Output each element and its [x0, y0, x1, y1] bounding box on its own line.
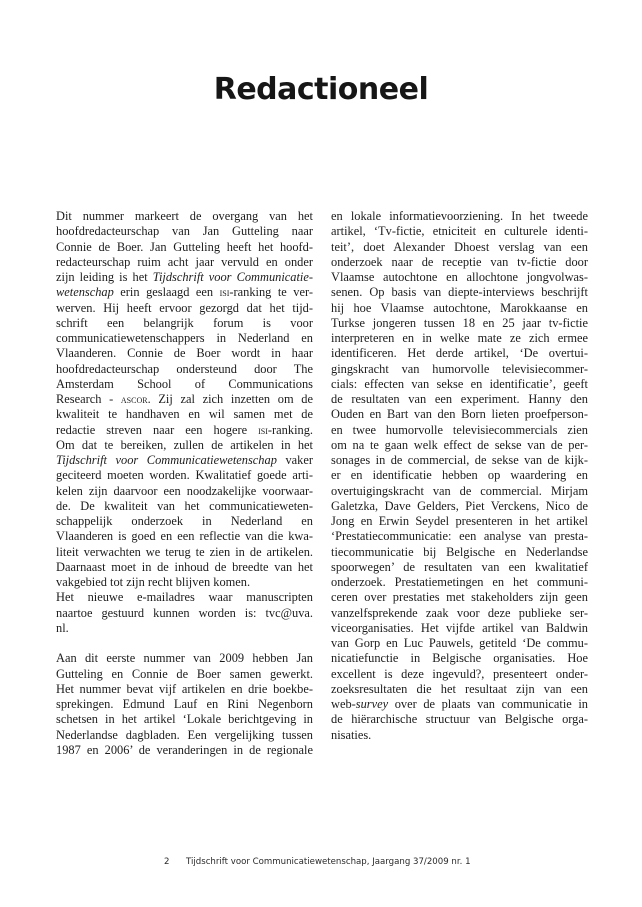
text-line: Vlaamse autochtone en allochtone jongvolwas-: [331, 270, 588, 284]
page-footer: [164, 857, 471, 867]
italic-title: Tijdschrift voor Communicatie-: [152, 270, 313, 284]
text-line: en lokale informatievoorziening. In het tweede: [331, 209, 588, 223]
text-line: de. De kwaliteit van het communicatieweten-: [56, 498, 313, 513]
italic-title: wetenschap: [56, 285, 114, 300]
page-number: 2: [164, 857, 170, 867]
acronym: ascor: [120, 394, 148, 406]
text-line: naartoe gestuurd kunnen worden is: tvc@uva.: [56, 605, 313, 620]
acronym: isi: [258, 424, 268, 437]
text-line: gingskracht van humorvolle televisiecommer-: [331, 361, 588, 376]
text-line: onderzoek naar de receptie van tv-fictie door: [331, 254, 588, 269]
text-line: Ouden en Bart van den Born lieten proefperson-: [331, 407, 588, 422]
text-line: excellent is deze ingevuld?, presenteert onder-: [331, 666, 588, 681]
text-line: schetsen in het artikel ‘Lokale berichtgeving in: [56, 712, 313, 727]
text-line: ceren over prestaties met stakeholders zijn geen: [331, 590, 588, 605]
text-line: vanzelfsprekende zaak voor deze publieke ser-: [331, 605, 588, 620]
text-line: er en identificatie hebben op waardering en: [331, 468, 588, 483]
text-line: Gutteling en Connie de Boer samen gewerkt.: [56, 666, 313, 681]
text-line: liteit verwachten we terug te zien in de artikelen.: [56, 544, 313, 559]
text-line: identificeren. Het derde artikel, ‘De overtui-: [331, 346, 588, 361]
text-line: en twee humorvolle televisiecommercials zien: [331, 422, 588, 437]
body-column-left: [56, 209, 313, 758]
text-line: nisaties.: [331, 727, 372, 742]
text-line: ‘Prestatiecommunicatie: een analyse van presta-: [331, 529, 588, 544]
text-line: interpreteren en in welke mate ze zich ermee: [331, 331, 588, 345]
text-line: Vlaanderen is goed en een reflectie van die kwa-: [56, 529, 313, 544]
text-line: Aan dit eerste nummer van 2009 hebben Jan: [56, 651, 313, 666]
text-line: Research - ascor. Zij zal zich inzetten om de: [56, 392, 313, 406]
text-line: hoofdredacteurschap ondersteund door The: [56, 361, 313, 376]
text-line: cials: effecten van sekse en identificatie’, geeft: [331, 376, 588, 391]
paragraph-break: [56, 636, 313, 651]
italic-title: Tijdschrift voor Communicatiewetenschap: [56, 453, 277, 467]
text-line: wetenschap erin geslaagd een isi-ranking te ver-: [56, 285, 313, 300]
text-line: Nederlandse dagbladen. Een vergelijking tussen: [56, 727, 313, 742]
text-line: kwaliteit te handhaven en wil samen met de: [56, 407, 313, 422]
text-line: sprekingen. Edmund Lauf en Rini Negenborn: [56, 697, 313, 711]
text-line: Galetzka, Dave Gelders, Piet Verckens, Nico de: [331, 498, 588, 513]
text-line: zoeksresultaten die het resultaat zijn van een: [331, 681, 588, 696]
text-line: om na te gaan welk effect de sekse van de per-: [331, 437, 588, 452]
text-line: Daarnaast moet in de inhoud de breedte van het: [56, 559, 313, 574]
text-line: Turkse jongeren tussen 18 en 25 jaar tv-fictie: [331, 315, 588, 330]
text-line: 1987 en 2006’ de veranderingen in de regionale: [56, 742, 313, 757]
text-line: Het nieuwe e-mailadres waar manuscripten: [56, 590, 313, 605]
text-line: sonages in de commercial, de sekse van de kijk-: [331, 453, 588, 467]
text-line: Het nummer bevat vijf artikelen en drie boekbe-: [56, 681, 313, 696]
page-title: Redactioneel: [213, 72, 429, 107]
text-line: de resultaten van een experiment. Hanny den: [331, 392, 588, 406]
text-line: senen. Op basis van diepte-interviews beschrijft: [331, 285, 588, 300]
text-line: overtuigingskracht van de commercial. Mirjam: [331, 483, 588, 498]
text-line: van Gorp en Luc Pauwels, getiteld ‘De commu-: [331, 636, 588, 650]
text-line: redacteurschap ruim acht jaar vervuld en onder: [56, 254, 313, 269]
text-line: Dit nummer markeert de overgang van het: [56, 209, 313, 223]
text-line: communicatiewetenschappers in Nederland en: [56, 331, 313, 345]
text-line: geciteerd moeten worden. Kwalitatief goede arti-: [56, 468, 313, 483]
text-line: Tijdschrift voor Communicatiewetenschap vaker: [56, 453, 313, 467]
text-line: Vlaanderen. Connie de Boer wordt in haar: [56, 346, 313, 361]
text-line: web-survey over de plaats van communicatie in: [331, 697, 588, 711]
text-line: onderzoek. Prestatiemetingen en het communi-: [331, 575, 588, 589]
text-line: Amsterdam School of Communications: [56, 376, 313, 391]
text-line: tiecommunicatie bij Belgische en Nederlandse: [331, 544, 588, 559]
text-line: zijn leiding is het Tijdschrift voor Communicatie-: [56, 270, 313, 284]
acronym: isi: [219, 287, 230, 300]
text-line: de hiërarchische structuur van Belgische orga-: [331, 712, 588, 727]
text-line: nl.: [56, 620, 69, 635]
text-line: werven. Hij heeft ervoor gezorgd dat het tijd-: [56, 300, 313, 315]
text-line: schrift een belangrijk forum is voor: [56, 315, 313, 330]
text-line: artikel, ‘Tv-fictie, etniciteit en culturele identi-: [331, 224, 588, 239]
text-line: Jong en Erwin Seydel presenteren in het artikel: [331, 514, 588, 528]
text-line: Om dat te bereiken, zullen de artikelen in het: [56, 437, 313, 452]
text-line: hij hoe Vlaamse autochtone, Marokkaanse en: [331, 300, 588, 315]
body-column-right: [331, 209, 588, 743]
text-line: spoorwegen’ de resultaten van een kwalitatief: [331, 559, 588, 574]
text-line: vakgebied tot zijn recht blijven komen.: [56, 575, 251, 589]
text-line: viceorganisaties. Het vijfde artikel van Baldwin: [331, 620, 588, 635]
text-line: schappelijk onderzoek in Nederland en: [56, 514, 313, 528]
italic-title: survey: [355, 697, 389, 711]
text-line: teit’, doet Alexander Dhoest verslag van een: [331, 239, 588, 254]
text-line: nicatiefunctie in Belgische organisaties. Hoe: [331, 651, 588, 666]
text-line: kelen zijn daarvoor een noodzakelijke voorwaar-: [56, 483, 313, 498]
text-line: Connie de Boer. Jan Gutteling heeft het hoofd-: [56, 239, 313, 254]
journal-citation: Tijdschrift voor Communicatiewetenschap, Jaargang 37/2009 nr. 1: [186, 857, 471, 867]
text-line: redactie streven naar een hogere isi-ranking.: [56, 422, 313, 437]
text-line: hoofdredacteurschap van Jan Gutteling naar: [56, 224, 313, 239]
